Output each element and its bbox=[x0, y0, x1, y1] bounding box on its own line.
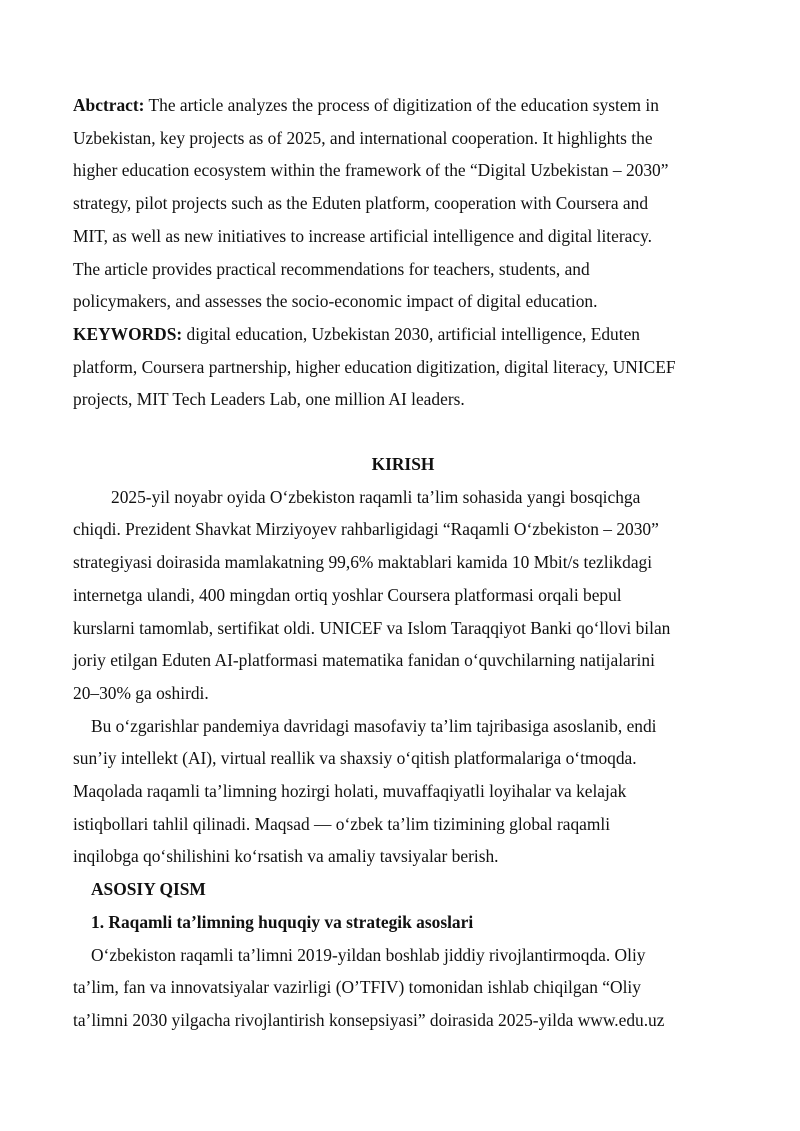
asosiy-p-line: O‘zbekiston raqamli ta’limni 2019-yildan boshlab jiddiy rivojlantirmoqda. Oliy bbox=[91, 944, 646, 965]
kirish-p1-line: 2025-yil noyabr oyida O‘zbekiston raqamli ta’lim sohasida yangi bosqichga bbox=[111, 486, 641, 507]
keywords-text: digital education, Uzbekistan 2030, artificial intelligence, Eduten bbox=[182, 323, 640, 344]
abstract-line: policymakers, and assesses the socio-economic impact of digital education. bbox=[73, 291, 598, 312]
asosiy-heading: ASOSIY QISM bbox=[91, 879, 206, 900]
asosiy-section bbox=[73, 873, 733, 1037]
abstract-line: strategy, pilot projects such as the Eduten platform, cooperation with Coursera and bbox=[73, 193, 649, 214]
keywords-line: platform, Coursera partnership, higher education digitization, digital literacy, UNICEF bbox=[73, 356, 676, 377]
keywords-line: projects, MIT Tech Leaders Lab, one million AI leaders. bbox=[73, 389, 465, 410]
abstract-label: Abctract: bbox=[73, 95, 145, 115]
keywords-line-1 bbox=[73, 318, 733, 351]
kirish-p1-line: chiqdi. Prezident Shavkat Mirziyoyev rahbarligidagi “Raqamli O‘zbekiston – 2030” bbox=[73, 519, 659, 540]
keywords-label: KEYWORDS: bbox=[73, 323, 183, 344]
kirish-section bbox=[73, 448, 733, 873]
abstract-line: MIT, as well as new initiatives to increase artificial intelligence and digital literacy. bbox=[73, 225, 652, 246]
paper-page bbox=[73, 89, 733, 1037]
kirish-p2-line: istiqbollari tahlil qilinadi. Maqsad — o‘zbek ta’lim tizimining global raqamli bbox=[73, 813, 611, 834]
abstract-line: The article provides practical recommendations for teachers, students, and bbox=[73, 258, 590, 279]
asosiy-p-line: ta’limni 2030 yilgacha rivojlantirish konsepsiyasi” doirasida 2025-yilda www.edu.uz bbox=[73, 1009, 665, 1030]
kirish-p2-line: Maqolada raqamli ta’limning hozirgi holati, muvaffaqiyatli loyihalar va kelajak bbox=[73, 781, 627, 802]
kirish-p2-line: inqilobga qo‘shilishini ko‘rsatish va amaliy tavsiyalar berish. bbox=[73, 846, 499, 867]
section-spacer bbox=[73, 416, 733, 448]
asosiy-p-line: ta’lim, fan va innovatsiyalar vazirligi (O’TFIV) tomonidan ishlab chiqilgan “Oliy bbox=[73, 977, 641, 998]
abstract-text: The article analyzes the process of digitization of the education system in bbox=[144, 95, 659, 115]
kirish-p1-line: joriy etilgan Eduten AI-platformasi matematika fanidan o‘quvchilarning natijalarini bbox=[73, 650, 655, 671]
kirish-p2-line: Bu o‘zgarishlar pandemiya davridagi masofaviy ta’lim tajribasiga asoslanib, endi bbox=[91, 715, 657, 736]
kirish-p1-line: internetga ulandi, 400 mingdan ortiq yoshlar Coursera platformasi orqali bepul bbox=[73, 584, 622, 605]
kirish-p1-line: 20–30% ga oshirdi. bbox=[73, 682, 209, 703]
abstract-line-1 bbox=[73, 89, 733, 122]
kirish-p2-line: sun’iy intellekt (AI), virtual reallik va shaxsiy o‘qitish platformalariga o‘tmoqda. bbox=[73, 748, 637, 769]
keywords-section bbox=[73, 318, 733, 416]
asosiy-subheading: 1. Raqamli ta’limning huquqiy va strategik asoslari bbox=[91, 911, 474, 932]
abstract-line: Uzbekistan, key projects as of 2025, and international cooperation. It highlights the bbox=[73, 127, 653, 148]
kirish-heading: KIRISH bbox=[371, 454, 435, 475]
kirish-p1-line: strategiyasi doirasida mamlakatning 99,6% maktablari kamida 10 Mbit/s tezlikdagi bbox=[73, 552, 653, 573]
abstract-section bbox=[73, 89, 733, 318]
abstract-line: higher education ecosystem within the framework of the “Digital Uzbekistan – 2030” bbox=[73, 160, 669, 181]
kirish-p1-line: kurslarni tamomlab, sertifikat oldi. UNICEF va Islom Taraqqiyot Banki qo‘llovi bilan bbox=[73, 617, 671, 638]
